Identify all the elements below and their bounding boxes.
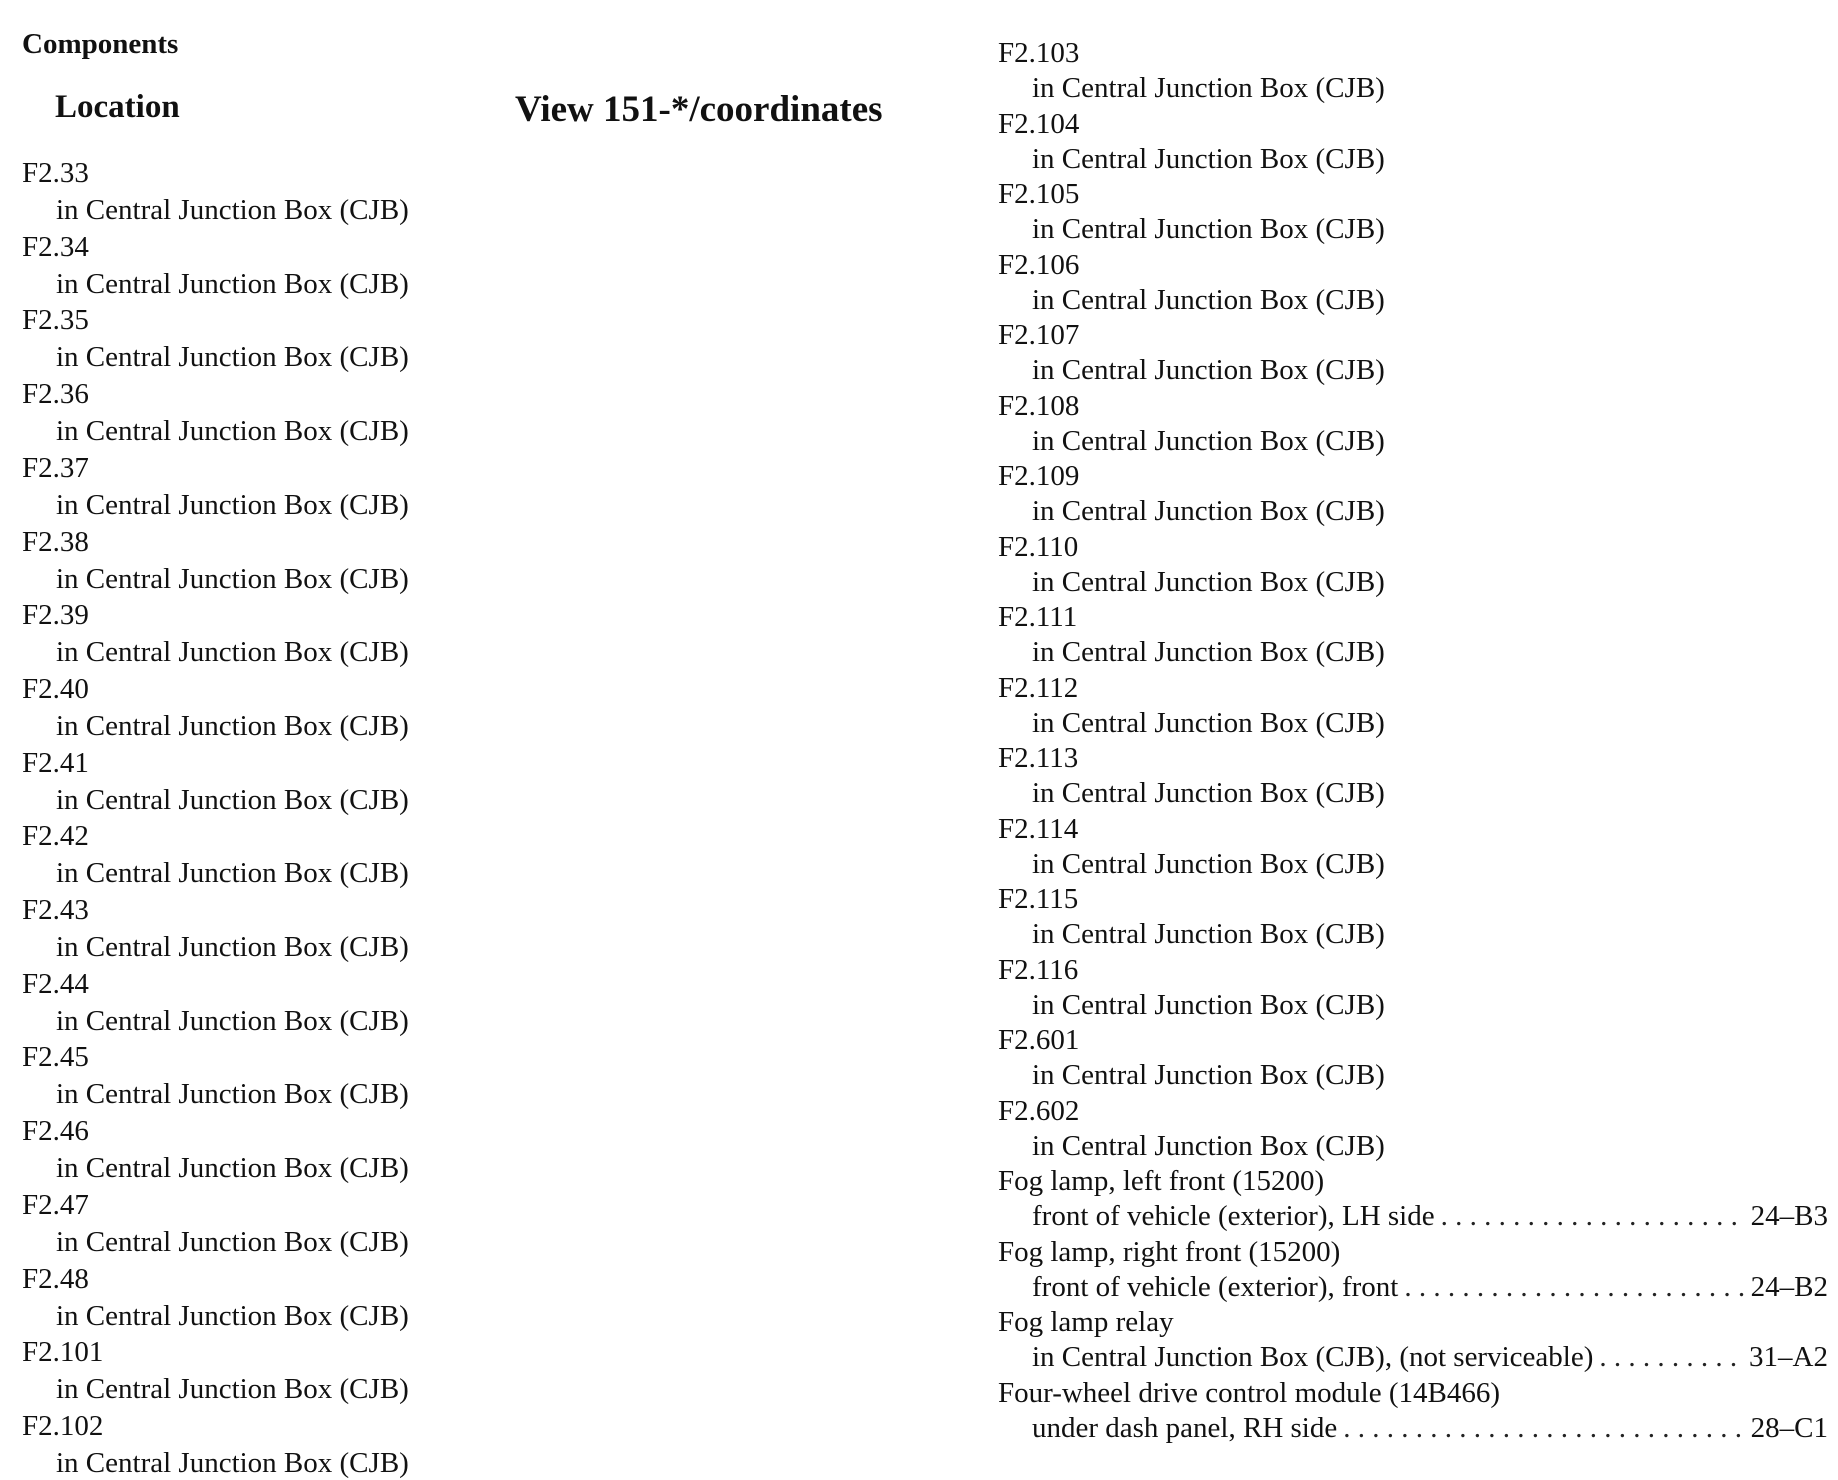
component-name: Fog lamp, right front (15200) xyxy=(998,1235,1341,1268)
component-location: in Central Junction Box (CJB) xyxy=(56,1225,409,1258)
component-location: in Central Junction Box (CJB) xyxy=(56,415,409,448)
component-location: in Central Junction Box (CJB) xyxy=(1032,988,1385,1021)
component-location: front of vehicle (exterior), front xyxy=(1032,1270,1399,1303)
component-location: in Central Junction Box (CJB) xyxy=(56,267,409,300)
component-name: Fog lamp, left front (15200) xyxy=(998,1165,1325,1197)
component-name: F2.47 xyxy=(22,1188,89,1221)
component-location: in Central Junction Box (CJB) xyxy=(56,1446,409,1479)
component-name: F2.109 xyxy=(998,460,1080,492)
component-name: F2.38 xyxy=(22,525,89,558)
component-name: F2.44 xyxy=(22,967,89,1000)
component-location: in Central Junction Box (CJB) xyxy=(1032,847,1385,880)
component-name: Four-wheel drive control module (14B466) xyxy=(998,1376,1500,1409)
component-location: in Central Junction Box (CJB) xyxy=(56,1299,409,1332)
component-location-row xyxy=(1032,1270,1828,1304)
component-location: in Central Junction Box (CJB) xyxy=(1032,1059,1385,1091)
component-name: F2.45 xyxy=(22,1041,89,1074)
component-location: under dash panel, RH side xyxy=(1032,1411,1338,1444)
component-name: F2.101 xyxy=(22,1336,104,1369)
component-location: in Central Junction Box (CJB) xyxy=(1032,142,1385,175)
component-location: in Central Junction Box (CJB) xyxy=(56,783,409,816)
view-reference: 31–A2 xyxy=(1749,1341,1828,1373)
dot-leader xyxy=(1343,1411,1744,1445)
component-location: in Central Junction Box (CJB) xyxy=(56,341,409,374)
component-name: F2.602 xyxy=(998,1094,1080,1127)
component-location: in Central Junction Box (CJB) xyxy=(56,709,409,742)
component-name: F2.43 xyxy=(22,894,89,926)
component-name: F2.48 xyxy=(22,1262,89,1295)
component-location: in Central Junction Box (CJB) xyxy=(1032,72,1385,104)
component-location: in Central Junction Box (CJB) xyxy=(1032,918,1385,950)
component-location: in Central Junction Box (CJB) xyxy=(56,1078,409,1111)
component-name: F2.104 xyxy=(998,107,1080,140)
component-location: in Central Junction Box (CJB) xyxy=(56,931,409,963)
component-location: in Central Junction Box (CJB) xyxy=(56,1373,409,1406)
view-reference: 24–B2 xyxy=(1750,1270,1828,1303)
component-location: in Central Junction Box (CJB) xyxy=(1032,424,1385,457)
component-name: F2.116 xyxy=(998,953,1079,986)
component-name: F2.110 xyxy=(998,530,1079,563)
component-location: in Central Junction Box (CJB) xyxy=(1032,706,1385,739)
component-location: in Central Junction Box (CJB) xyxy=(56,562,409,595)
component-location-row xyxy=(1032,1199,1828,1233)
component-name: F2.33 xyxy=(22,157,89,189)
component-location: in Central Junction Box (CJB) xyxy=(56,194,409,226)
view-coordinates-heading: View 151-*/coordinates xyxy=(515,89,883,130)
component-location: in Central Junction Box (CJB) xyxy=(1032,636,1385,668)
component-name: F2.106 xyxy=(998,248,1080,281)
component-location: in Central Junction Box (CJB) xyxy=(1032,495,1385,527)
component-name: F2.39 xyxy=(22,599,89,632)
component-name: F2.115 xyxy=(998,883,1079,915)
component-name: F2.111 xyxy=(998,601,1078,633)
component-name: Fog lamp relay xyxy=(998,1306,1174,1338)
component-name: F2.42 xyxy=(22,820,89,853)
component-name: F2.103 xyxy=(998,37,1080,69)
component-name: F2.35 xyxy=(22,304,89,337)
component-location: in Central Junction Box (CJB) xyxy=(1032,213,1385,245)
component-location: in Central Junction Box (CJB) xyxy=(56,1152,409,1185)
view-reference: 28–C1 xyxy=(1750,1411,1828,1444)
component-name: F2.114 xyxy=(998,812,1079,845)
component-name: F2.102 xyxy=(22,1409,104,1442)
component-location-row xyxy=(1032,1340,1828,1374)
component-name: F2.40 xyxy=(22,672,89,705)
component-location: in Central Junction Box (CJB) xyxy=(56,857,409,890)
component-location-row xyxy=(1032,1411,1828,1445)
component-name: F2.105 xyxy=(998,178,1080,210)
component-name: F2.107 xyxy=(998,319,1080,351)
component-location: in Central Junction Box (CJB) xyxy=(56,1004,409,1037)
dot-leader xyxy=(1404,1270,1744,1304)
component-name: F2.36 xyxy=(22,378,89,411)
location-column-heading: Location xyxy=(55,89,180,125)
component-location: in Central Junction Box (CJB) xyxy=(56,636,409,669)
component-location: in Central Junction Box (CJB) xyxy=(56,488,409,521)
component-location: in Central Junction Box (CJB) xyxy=(1032,283,1385,316)
view-reference: 24–B3 xyxy=(1750,1200,1828,1232)
component-name: F2.41 xyxy=(22,746,89,779)
dot-leader xyxy=(1441,1199,1745,1233)
component-name: F2.108 xyxy=(998,389,1080,422)
component-location: in Central Junction Box (CJB) xyxy=(1032,354,1385,386)
dot-leader xyxy=(1599,1340,1743,1374)
component-name: F2.601 xyxy=(998,1024,1080,1056)
component-location: in Central Junction Box (CJB) xyxy=(1032,1129,1385,1162)
section-title: Components xyxy=(22,28,179,60)
component-name: F2.112 xyxy=(998,671,1079,704)
component-location: in Central Junction Box (CJB) xyxy=(1032,565,1385,598)
component-location: in Central Junction Box (CJB), (not serviceable) xyxy=(1032,1341,1594,1373)
component-name: F2.37 xyxy=(22,451,89,484)
component-name: F2.34 xyxy=(22,230,89,263)
component-location: in Central Junction Box (CJB) xyxy=(1032,777,1385,809)
component-name: F2.46 xyxy=(22,1115,89,1148)
component-location: front of vehicle (exterior), LH side xyxy=(1032,1200,1435,1232)
component-name: F2.113 xyxy=(998,742,1079,774)
